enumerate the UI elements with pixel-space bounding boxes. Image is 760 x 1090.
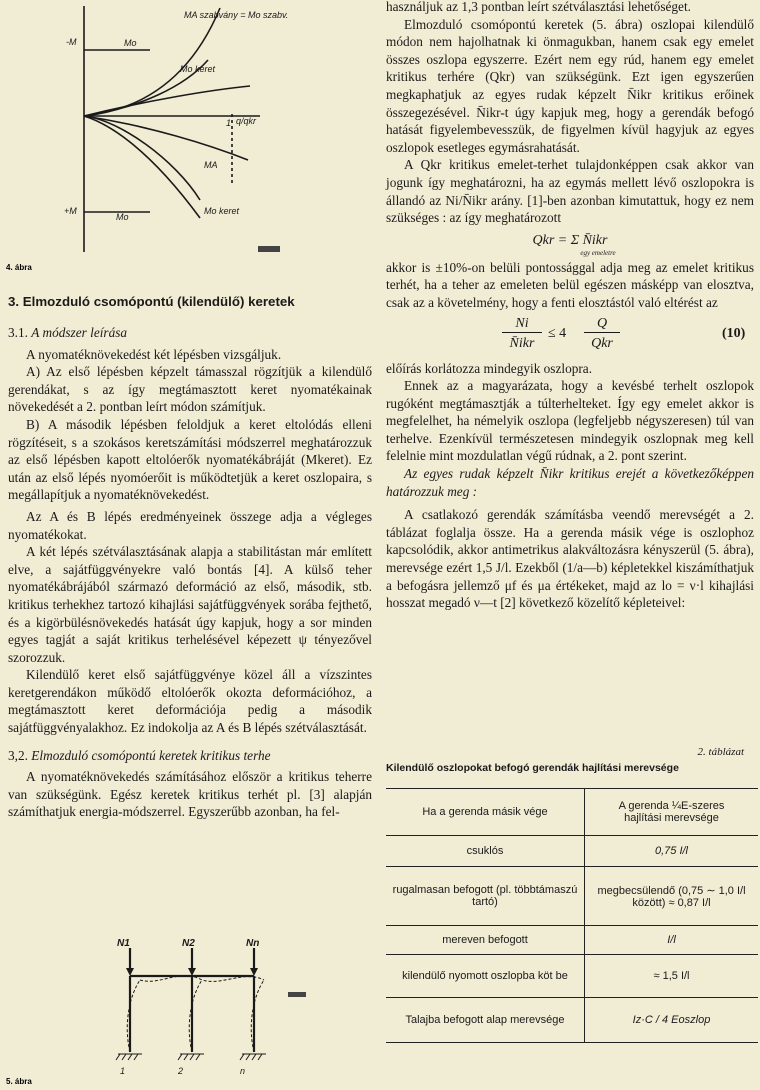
- fig4-scale-mark: [258, 246, 280, 252]
- table-cell-right: I/l: [585, 926, 759, 955]
- table-row: [386, 836, 758, 867]
- table-cell-left: csuklós: [386, 836, 585, 867]
- equation-qkr-text: Qkr = Σ N̄ikr: [532, 232, 608, 248]
- fig4-label-minus-m: -M: [66, 37, 77, 47]
- subsection-2-heading: [8, 747, 372, 765]
- left-paragraph-1: A nyomatéknövekedést két lépésben vizsgáljuk.: [26, 346, 282, 362]
- subsection-2-title: Elmozduló csomópontú keretek kritikus terhe: [31, 747, 271, 763]
- table-2: [386, 746, 760, 1043]
- table-cell-left: kilendülő nyomott oszlopba köt be: [386, 955, 585, 998]
- table-header-right: [585, 789, 759, 836]
- left-paragraph-5: A két lépés szétválasztásának alapja a stabilitástan már említett elve, a sajátfüggvényekre való bontás [4]. A külső teher nyomatékábrájából származó deformáció az első, második, stb. kritikus terhekhez tartozó kihajlási sajátfüggvények sorába fejthető, és a kigörbülésnövekedés hatását úgy kapjuk, hogy a sor minden egyes tagját a saját kritikus terhelésével képezett ψ tényezővel szorozzuk.: [8, 544, 372, 665]
- table-cell-left: rugalmasan befogott (pl. többtámaszú tartó): [386, 867, 585, 926]
- figure-4: [0, 0, 372, 290]
- fig4-label-ratio: q/qkr: [236, 116, 257, 126]
- fig4-curve-mo-keret-bottom: [84, 116, 200, 218]
- right-paragraph-4: akkor is ±10%-on belüli pontossággal adja meg az emelet kritikus terhét, ha a teher az emeleten belül egészen másképp van elosztva, csak az a követelmény, hogy a fenti elosztástól való eltérést az: [386, 259, 754, 310]
- equation-qkr-sub: egy emeletre: [580, 248, 616, 257]
- table-cell-left: mereven befogott: [386, 926, 585, 955]
- fig4-label-mo-keret-bottom: Mo keret: [204, 206, 240, 216]
- equation-qkr: [386, 233, 754, 257]
- right-paragraph-6: Ennek az a magyarázata, hogy a kevésbé terhelt oszlopok rugóként megtámasztják a túlterhelteket. Így egy emelet akkor is megfelelhet, ha némelyik oszlopa (legfeljebb négyszeresen) túl van terhelve. Ezenkívül természetesen mindegyik oszlopnak meg kell felelnie mint mozdulatlan végű rúdnak, a 2. pont szerint.: [386, 378, 754, 464]
- eq10-rhs-num: Q: [584, 316, 620, 333]
- table-cell-right: ≈ 1,5 I/l: [585, 955, 759, 998]
- right-paragraph-3: A Qkr kritikus emelet-terhet tulajdonképpen csak akkor van jogunk így meghatározni, ha az egymás mellett lévő oszlopokra is állandó az Ni/N̄ikr arány. [1]-ben azonban kimutattuk, hogy ez nem szükséges : az így meghatározott: [386, 157, 754, 226]
- eq10-rhs-den: Qkr: [591, 335, 613, 351]
- fig5-caption: 5. ábra: [6, 1077, 32, 1086]
- section-title: 3. Elmozduló csomópontú (kilendülő) keretek: [8, 294, 295, 309]
- right-paragraph-7: Az egyes rudak képzelt N̄ikr kritikus erejét a következőképpen határozzuk meg :: [386, 466, 754, 499]
- table-row: [386, 926, 758, 955]
- subsection-1-title: A módszer leírása: [31, 325, 128, 340]
- table-label: 2. táblázat: [697, 746, 744, 758]
- fig4-label-one: 1: [226, 118, 232, 128]
- eq10-number: (10): [722, 325, 746, 341]
- fig4-label-mo-2: Mo: [116, 212, 129, 222]
- stiffness-table: [386, 788, 758, 1043]
- table-header-left: Ha a gerenda másik vége: [386, 789, 585, 836]
- table-row: [386, 955, 758, 998]
- left-paragraph-6: Kilendülő keret első sajátfüggvénye közel áll a vízszintes keretgerendákon működő eltolóerők okozta deformációhoz, a megtámasztott keret deformációja pedig a második sajátfüggvényalakhoz. Ez indokolja az A és B lépés szétválasztását.: [8, 667, 372, 736]
- fig5-label-n1: N1: [117, 938, 130, 949]
- eq10-lhs-num: Ni: [502, 316, 542, 333]
- table-cell-right: Iz·C / 4 Eoszlop: [585, 998, 759, 1043]
- fig5-label-n: n: [240, 1066, 246, 1076]
- table-row: [386, 867, 758, 926]
- fig4-label-mo-1: Mo: [124, 38, 137, 48]
- table-header-right-line1: A gerenda ¼E-szeres: [618, 800, 725, 812]
- left-paragraph-3: B) A második lépésben feloldjuk a keret eltolódás elleni rögzítéseit, s a szokásos keretszámítási módszerrel meghatározzuk az első lépésben kapott eltolóerők nyomatékábráját (Mkeret). Ez után az első lépés nyomóerőit is működtetjük a keret oszlopaira, s megállapítjuk a nyomatéknövekedést.: [8, 416, 372, 503]
- subsection-1-heading: [8, 324, 372, 342]
- left-paragraph-7: A nyomatéknövekedés számításához először a kritikus teherre van szükségünk. Egész keretek kritikus terhét pl. [3] alapján számíthatjuk energia-módszerrel. Egyszerűbb azonban, ha fel-: [8, 769, 372, 820]
- right-paragraph-2: Elmozduló csomópontú keretek (5. ábra) oszlopai kilendülő módon nem hajolhatnak ki önmagukban, hanem csak egy emelet összes oszlopa egyszerre. Ezért nem egy rúd, hanem egy emelet kritikus terhére (Qkr) van szükségünk. Ezt igen egyszerűen megkaphatjuk az egyes rudak képzelt N̄ikr kritikus erőinek összegezésével. N̄ikr-t úgy kapjuk meg, hogy a gerendák befogó hatását figyelembevesszük, de figyelmen kívül hagyjuk az egyes oszlopok esetleges egymásrahatását.: [386, 16, 754, 155]
- subsection-2-number: 3,2.: [8, 747, 28, 763]
- figure-5: [0, 928, 372, 1090]
- fig5-label-1: 1: [120, 1066, 126, 1076]
- left-paragraph-4: Az A és B lépés eredményeinek összege adja a végleges nyomatékokat.: [8, 508, 372, 542]
- fig4-curve-ma: [84, 116, 200, 200]
- right-paragraph-1: használjuk az 1,3 pontban leírt szétválasztási lehetőséget.: [386, 0, 691, 14]
- eq10-lhs-den: N̄ikr: [509, 335, 535, 351]
- table-cell-right: megbecsülendő (0,75 ∼ 1,0 I/l között) ≈ 0,87 I/l: [585, 867, 759, 926]
- table-header-row: [386, 789, 758, 836]
- table-cell-left: Talajba befogott alap merevsége: [386, 998, 585, 1043]
- table-title: Kilendülő oszlopokat befogó gerendák hajlítási merevsége: [386, 762, 679, 774]
- fig4-label-plus-m: +M: [64, 206, 77, 216]
- eq10-operator: ≤ 4: [548, 325, 567, 341]
- fig4-curve-ma-szab: [84, 8, 220, 116]
- fig4-caption: 4. ábra: [6, 263, 32, 272]
- subsection-1-number: 3.1.: [8, 325, 28, 340]
- table-header-right-line2: hajlítási merevsége: [624, 812, 719, 824]
- table-row: [386, 998, 758, 1043]
- fig4-label-mo-keret-top: Mo keret: [180, 64, 216, 74]
- fig5-scale-mark: [288, 992, 306, 997]
- fig4-label-ma-szab: MA szabvány = Mo szabv.: [184, 10, 289, 20]
- right-paragraph-5: előírás korlátozza mindegyik oszlopra.: [386, 360, 593, 376]
- fig5-label-n2: N2: [182, 938, 195, 949]
- left-paragraph-2: A) Az első lépésben képzelt támasszal rögzítjük a kilendülő gerendákat, s az így megtámasztott keret nyomatékainak növekedését a 2. pontban leírt módon számítjuk.: [8, 364, 372, 415]
- right-paragraph-8: A csatlakozó gerendák számításba veendő merevségét a 2. táblázat foglalja össze. Ha a gerenda másik vége is oszlophoz kapcsolódik, akkor antimetrikus alakváltozásra kényszerül (5. ábra), merevsége ezért 1,5 J/l. Ezekből (1/a—b) képletekkel kiszámíthatjuk a befogásra jellemző μf és μa értékeket, majd az lo = ν·l kihajlási hosszat megadó ν—t [2] következő közelítő képleteivel:: [386, 507, 754, 611]
- table-cell-right: 0,75 I/l: [585, 836, 759, 867]
- fig5-label-2: 2: [178, 1066, 184, 1076]
- equation-10: [386, 314, 754, 358]
- fig4-label-ma: MA: [204, 160, 218, 170]
- fig5-label-nn: Nn: [246, 938, 260, 949]
